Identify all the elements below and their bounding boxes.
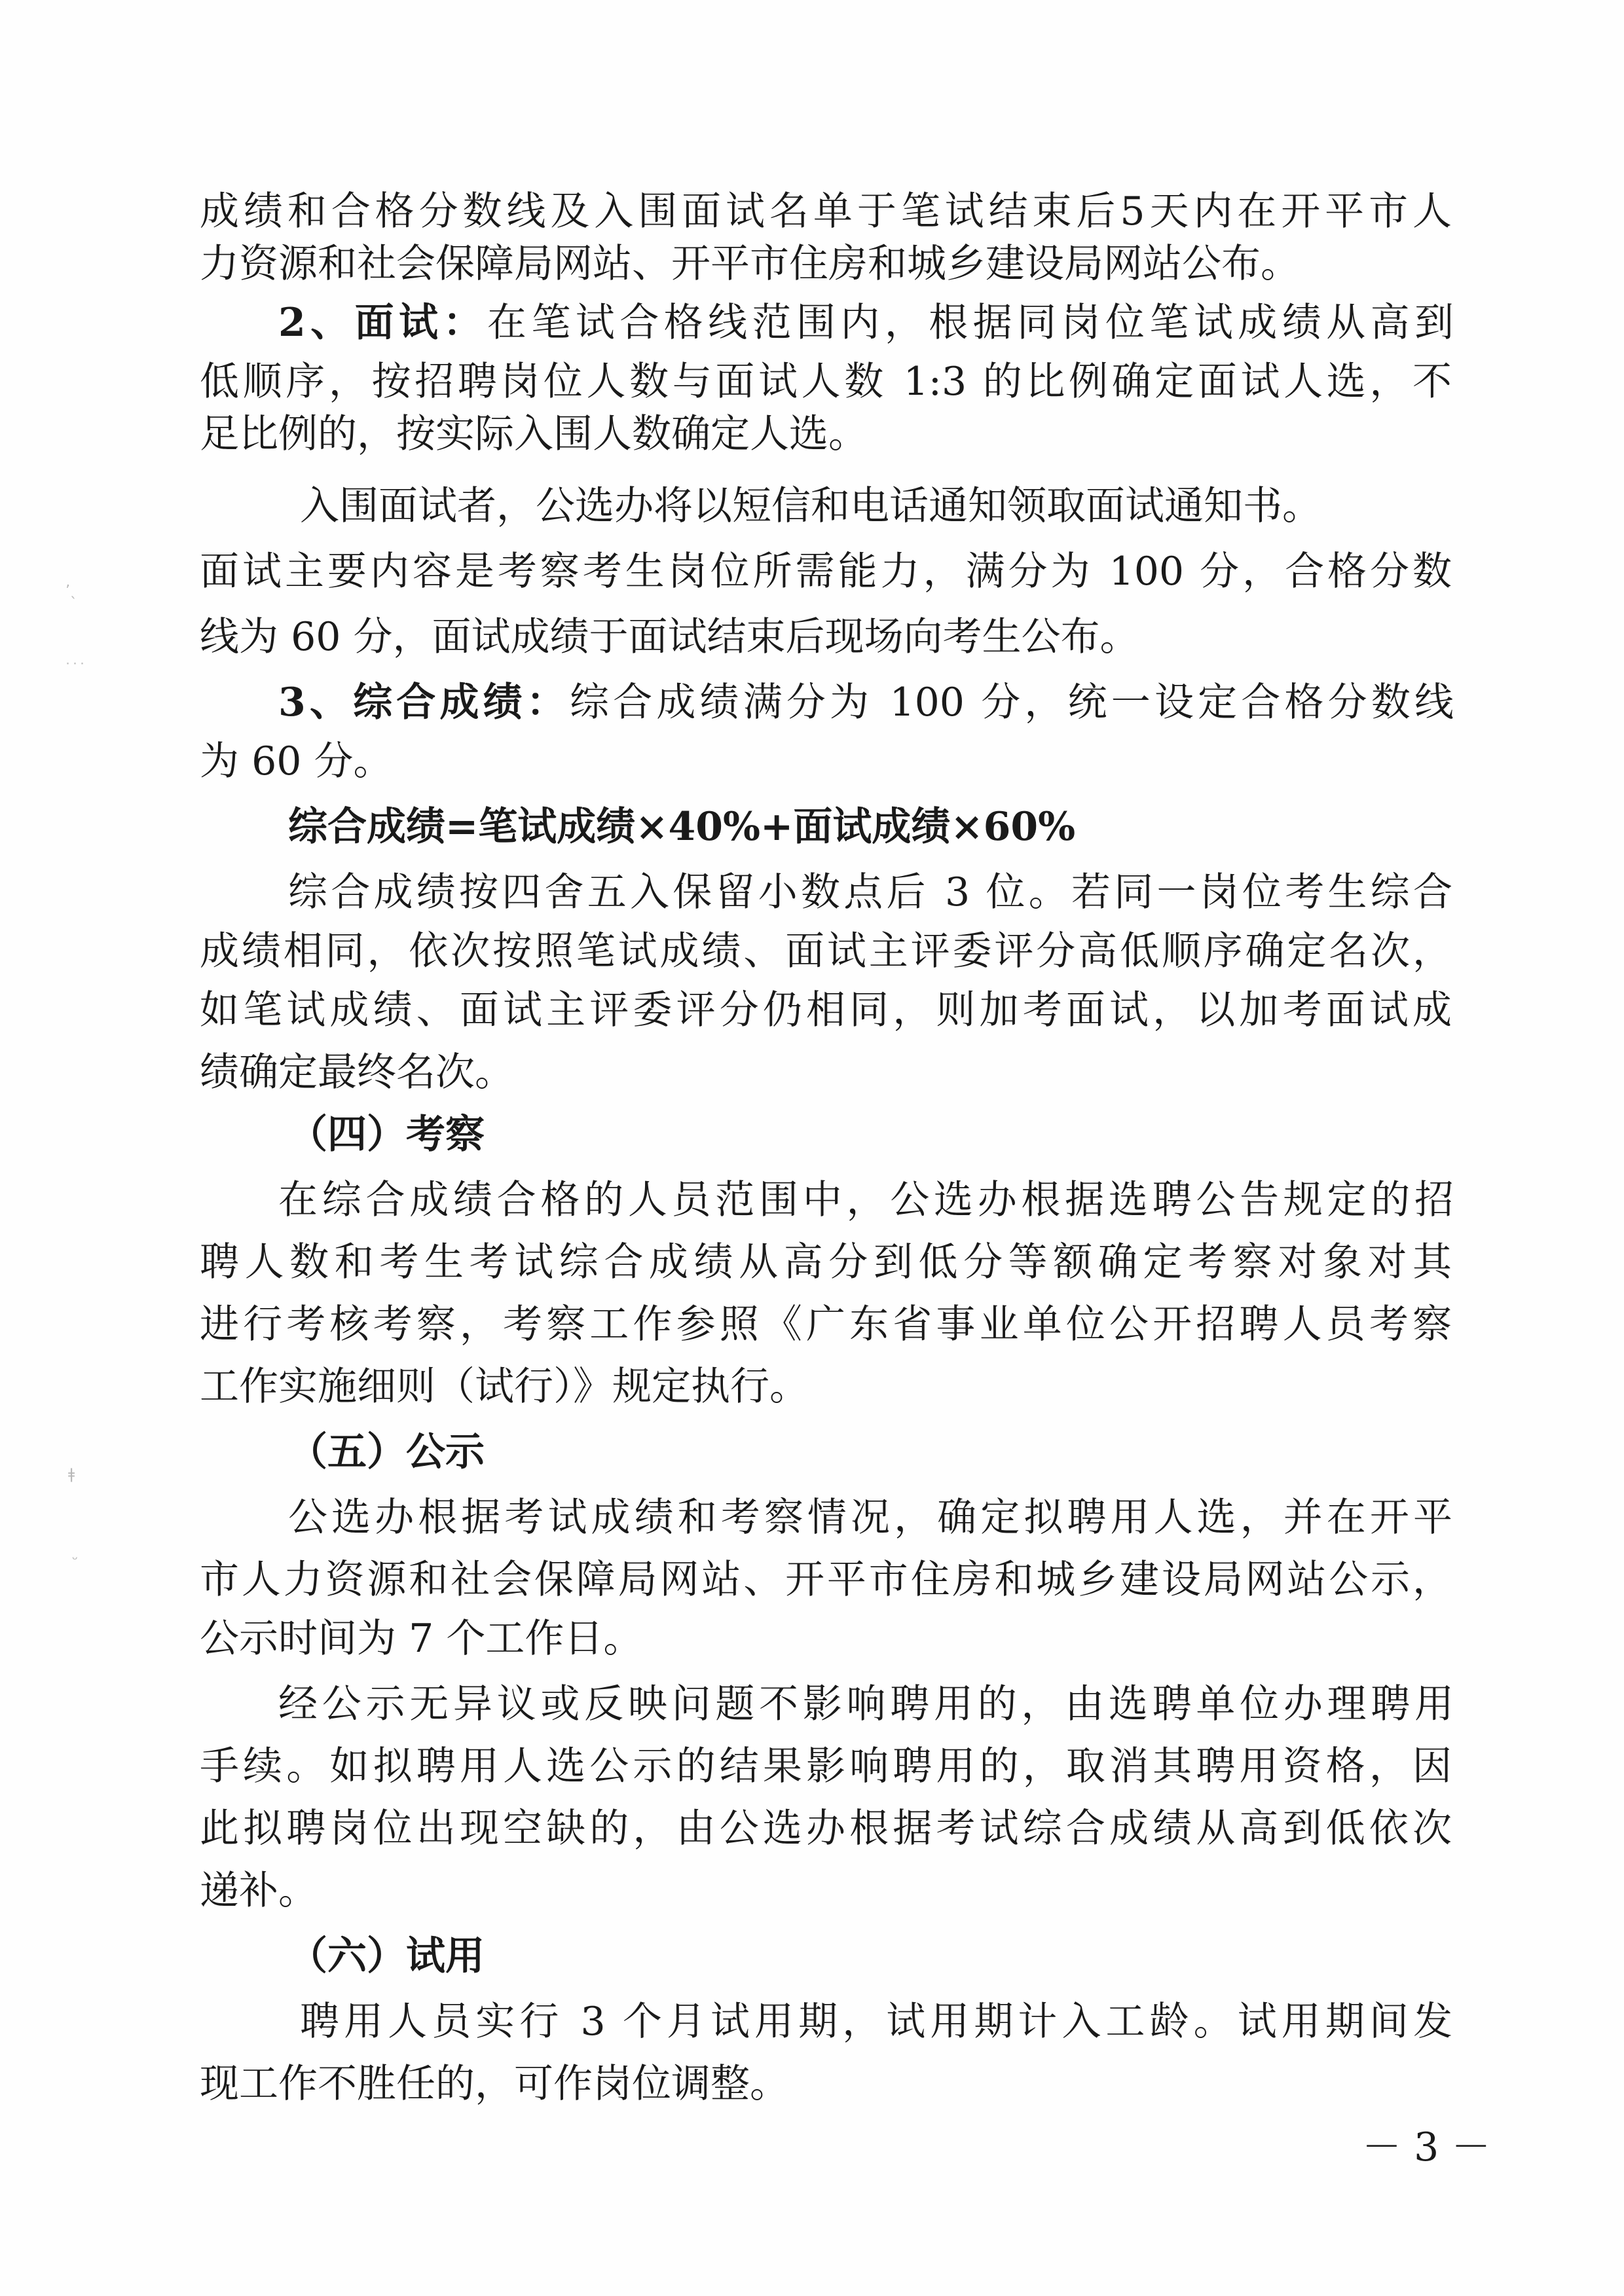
paragraph-line: 经公示无异议或反映问题不影响聘用的，由选聘单位办理聘用 xyxy=(278,1681,1454,1727)
paragraph-line: 此拟聘岗位出现空缺的，由公选办根据考试综合成绩从高到低依次 xyxy=(200,1806,1452,1851)
paragraph-line xyxy=(278,676,1454,729)
paragraph-line: 足比例的，按实际入围人数确定人选。 xyxy=(200,411,868,457)
paragraph-line: 入围面试者，公选办将以短信和电话通知领取面试通知书。 xyxy=(300,483,1321,529)
paragraph-line: 手续。如拟聘用人选公示的结果影响聘用的，取消其聘用资格，因 xyxy=(200,1743,1452,1789)
paragraph-line: 综合成绩按四舍五入保留小数点后 3 位。若同一岗位考生综合 xyxy=(288,869,1452,915)
scan-mark: ʼˎ xyxy=(65,583,77,599)
scan-mark: ǂ xyxy=(68,1467,75,1483)
paragraph-line: 公示时间为 7 个工作日。 xyxy=(200,1616,643,1662)
paragraph-line: 公选办根据考试成绩和考察情况，确定拟聘用人选，并在开平 xyxy=(288,1495,1452,1540)
paragraph-line: 进行考核考察，考察工作参照《广东省事业单位公开招聘人员考察 xyxy=(200,1302,1452,1347)
paragraph-line: 绩确定最终名次。 xyxy=(200,1049,514,1095)
page-number: － 3 － xyxy=(1362,2124,1491,2170)
paragraph-line: 成绩和合格分数线及入围面试名单于笔试结束后5天内在开平市人 xyxy=(200,189,1452,234)
paragraph-line: 市人力资源和社会保障局网站、开平市住房和城乡建设局网站公示， xyxy=(200,1557,1452,1603)
paragraph-line: 在综合成绩合格的人员范围中，公选办根据选聘公告规定的招 xyxy=(278,1177,1454,1223)
paragraph-line: 现工作不胜任的，可作岗位调整。 xyxy=(200,2061,789,2107)
paragraph-line: 低顺序，按招聘岗位人数与面试人数 1:3 的比例确定面试人选，不 xyxy=(200,359,1452,405)
paragraph-text: 综合成绩满分为 100 分，统一设定合格分数线 xyxy=(569,680,1454,725)
paragraph-line: 为 60 分。 xyxy=(200,738,393,784)
paragraph-line: 线为 60 分，面试成绩于面试结束后现场向考生公布。 xyxy=(200,614,1139,660)
scan-mark: ˙˙˙ xyxy=(64,661,86,678)
paragraph-line xyxy=(278,297,1454,349)
paragraph-line: 成绩相同，依次按照笔试成绩、面试主评委评分高低顺序确定名次， xyxy=(200,928,1452,974)
paragraph-line: 力资源和社会保障局网站、开平市住房和城乡建设局网站公布。 xyxy=(200,241,1300,287)
section-heading-publicity: （五）公示 xyxy=(288,1429,485,1475)
scan-mark: ᵕ xyxy=(72,1552,79,1568)
paragraph-line: 工作实施细则（试行）》规定执行。 xyxy=(200,1364,809,1410)
section-heading-inspection: （四）考察 xyxy=(288,1112,485,1157)
section-heading-interview: 2、面试： xyxy=(278,300,487,346)
paragraph-line: 如笔试成绩、面试主评委评分仍相同，则加考面试，以加考面试成 xyxy=(200,987,1452,1033)
paragraph-line: 聘用人员实行 3 个月试用期，试用期计入工龄。试用期间发 xyxy=(300,1999,1452,2045)
paragraph-text: 在笔试合格线范围内，根据同岗位笔试成绩从高到 xyxy=(487,300,1454,346)
section-heading-composite: 3、综合成绩： xyxy=(278,680,570,725)
paragraph-line: 面试主要内容是考察考生岗位所需能力，满分为 100 分，合格分数 xyxy=(200,549,1452,594)
score-formula: 综合成绩=笔试成绩×40%+面试成绩×60% xyxy=(288,804,1076,850)
paragraph-line: 递补。 xyxy=(200,1868,318,1914)
paragraph-line: 聘人数和考生考试综合成绩从高分到低分等额确定考察对象对其 xyxy=(200,1239,1452,1285)
section-heading-probation: （六）试用 xyxy=(288,1933,485,1979)
